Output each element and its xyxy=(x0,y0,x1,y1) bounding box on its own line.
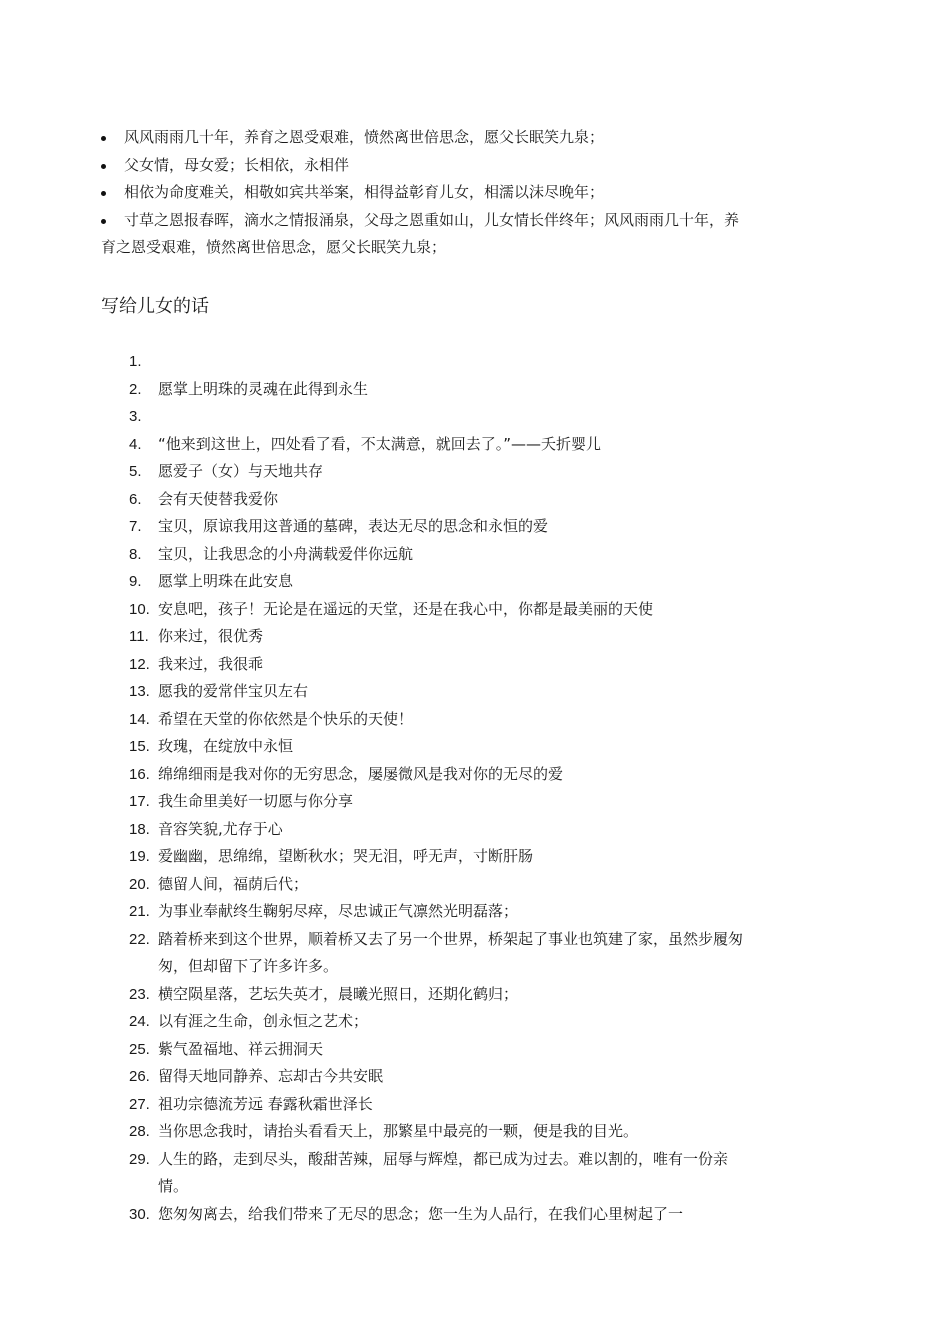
item-number: 10. xyxy=(129,600,150,618)
numbered-list xyxy=(129,348,747,1228)
list-item xyxy=(129,1201,747,1229)
item-text: 音容笑貌,尤存于心 xyxy=(158,819,283,838)
item-number: 21. xyxy=(129,903,150,920)
list-item xyxy=(129,678,747,706)
bullet-text: 相依为命度难关，相敬如宾共举案，相得益彰育儿女，相濡以沫尽晚年； xyxy=(124,183,605,201)
item-text: 横空陨星落，艺坛失英才，晨曦光照日，还期化鹤归； xyxy=(158,984,519,1003)
list-item xyxy=(129,651,747,679)
item-text: 希望在天堂的你依然是个快乐的天使！ xyxy=(158,709,414,728)
bullet-list xyxy=(101,124,749,262)
item-text: 安息吧，孩子！无论是在遥远的天堂，还是在我心中，你都是最美丽的天使 xyxy=(158,599,654,618)
item-number: 19. xyxy=(129,848,150,865)
item-number: 24. xyxy=(129,1013,150,1030)
item-number: 30. xyxy=(129,1205,150,1223)
bullet-text: 寸草之恩报春晖，滴水之情报涌泉，父母之恩重如山，儿女情长伴终年；风风雨雨几十年，养育之恩受艰难，愤然离世倍思念，愿父长眠笑九泉； xyxy=(101,210,740,256)
item-text: 人生的路，走到尽头，酸甜苦辣，屈辱与辉煌，都已成为过去。难以割的，唯有一份亲情。 xyxy=(158,1149,729,1195)
list-item xyxy=(129,871,747,899)
item-number: 4. xyxy=(129,435,142,453)
item-text: 您匆匆离去，给我们带来了无尽的思念；您一生为人品行，在我们心里树起了一 xyxy=(158,1204,684,1223)
list-item xyxy=(129,376,747,404)
list-item xyxy=(129,348,747,376)
item-text: 留得天地同静养、忘却古今共安眠 xyxy=(158,1067,384,1085)
item-text: 玫瑰，在绽放中永恒 xyxy=(158,737,294,755)
list-item xyxy=(101,207,749,262)
item-number: 11. xyxy=(129,628,149,645)
item-text: 祖功宗德流芳远 春露秋霜世泽长 xyxy=(158,1094,373,1113)
list-item xyxy=(129,1063,747,1091)
list-item xyxy=(129,403,747,431)
list-item xyxy=(129,981,747,1009)
list-item xyxy=(129,486,747,514)
bullet-dot-icon xyxy=(101,164,106,169)
item-text: 爱幽幽，思绵绵，望断秋水；哭无泪，呼无声，寸断肝肠 xyxy=(158,847,534,865)
item-number: 12. xyxy=(129,655,150,673)
item-number: 29. xyxy=(129,1150,150,1168)
bullet-dot-icon xyxy=(101,191,106,196)
item-text: 德留人间，福荫后代； xyxy=(158,874,309,893)
bullet-text: 风风雨雨几十年，养育之恩受艰难，愤然离世倍思念，愿父长眠笑九泉； xyxy=(124,128,605,146)
item-number: 3. xyxy=(129,408,142,425)
list-item xyxy=(101,152,749,180)
item-number: 1. xyxy=(129,353,142,370)
item-number: 8. xyxy=(129,545,142,563)
item-number: 26. xyxy=(129,1068,150,1085)
item-text: 宝贝，原谅我用这普通的墓碑，表达无尽的思念和永恒的爱 xyxy=(158,517,549,535)
item-number: 7. xyxy=(129,518,142,535)
item-text: 为事业奉献终生鞠躬尽瘁，尽忠诚正气凛然光明磊落； xyxy=(158,902,519,920)
list-item xyxy=(129,596,747,624)
item-text: 踏着桥来到这个世界，顺着桥又去了另一个世界，桥架起了事业也筑建了家，虽然步履匆匆，但却留下了许多许多。 xyxy=(158,929,744,975)
item-number: 18. xyxy=(129,820,150,838)
list-item xyxy=(129,788,747,816)
item-number: 22. xyxy=(129,930,150,948)
item-number: 9. xyxy=(129,573,142,590)
item-text: 我生命里美好一切愿与你分享 xyxy=(158,792,354,810)
list-item xyxy=(129,816,747,844)
item-number: 20. xyxy=(129,875,150,893)
list-item xyxy=(129,431,747,459)
item-number: 14. xyxy=(129,710,150,728)
item-number: 23. xyxy=(129,985,150,1003)
list-item xyxy=(129,458,747,486)
item-number: 13. xyxy=(129,683,150,700)
item-text: 绵绵细雨是我对你的无穷思念，屡屡微风是我对你的无尽的爱 xyxy=(158,764,564,783)
item-number: 2. xyxy=(129,380,142,398)
list-item xyxy=(101,124,749,152)
list-item xyxy=(129,926,747,981)
item-text: 愿掌上明珠在此安息 xyxy=(158,572,294,590)
item-text: “他来到这世上，四处看了看，不太满意，就回去了。”——夭折婴儿 xyxy=(158,434,602,453)
list-item xyxy=(129,761,747,789)
item-number: 15. xyxy=(129,738,150,755)
section-title: 写给儿女的话 xyxy=(101,296,209,317)
list-item xyxy=(129,1036,747,1064)
list-item xyxy=(129,568,747,596)
list-item xyxy=(129,843,747,871)
item-text: 以有涯之生命，创永恒之艺术； xyxy=(158,1012,369,1030)
bullet-text: 父女情，母女爱；长相依，永相伴 xyxy=(124,155,350,174)
list-item xyxy=(129,1118,747,1146)
item-text: 会有天使替我爱你 xyxy=(158,489,279,508)
list-item xyxy=(129,1091,747,1119)
list-item xyxy=(129,1146,747,1201)
item-number: 6. xyxy=(129,490,142,508)
item-number: 25. xyxy=(129,1040,150,1058)
item-number: 28. xyxy=(129,1123,150,1140)
item-number: 16. xyxy=(129,765,150,783)
list-item xyxy=(129,541,747,569)
item-number: 27. xyxy=(129,1095,150,1113)
item-text: 当你思念我时，请抬头看看天上，那繁星中最亮的一颗，便是我的目光。 xyxy=(158,1122,639,1140)
list-item xyxy=(101,179,749,207)
list-item xyxy=(129,733,747,761)
item-text: 愿我的爱常伴宝贝左右 xyxy=(158,682,309,700)
item-text: 我来过，我很乖 xyxy=(158,654,264,673)
list-item xyxy=(129,1008,747,1036)
list-item xyxy=(129,513,747,541)
item-number: 17. xyxy=(129,793,150,810)
item-text: 宝贝，让我思念的小舟满载爱伴你远航 xyxy=(158,544,414,563)
list-item xyxy=(129,623,747,651)
item-text: 愿爱子（女）与天地共存 xyxy=(158,462,324,480)
list-item xyxy=(129,706,747,734)
list-item xyxy=(129,898,747,926)
item-text: 紫气盈福地、祥云拥洞天 xyxy=(158,1039,324,1058)
bullet-dot-icon xyxy=(101,136,106,141)
item-text: 愿掌上明珠的灵魂在此得到永生 xyxy=(158,379,369,398)
bullet-dot-icon xyxy=(101,219,106,224)
item-text: 你来过，很优秀 xyxy=(158,627,264,645)
item-number: 5. xyxy=(129,463,142,480)
